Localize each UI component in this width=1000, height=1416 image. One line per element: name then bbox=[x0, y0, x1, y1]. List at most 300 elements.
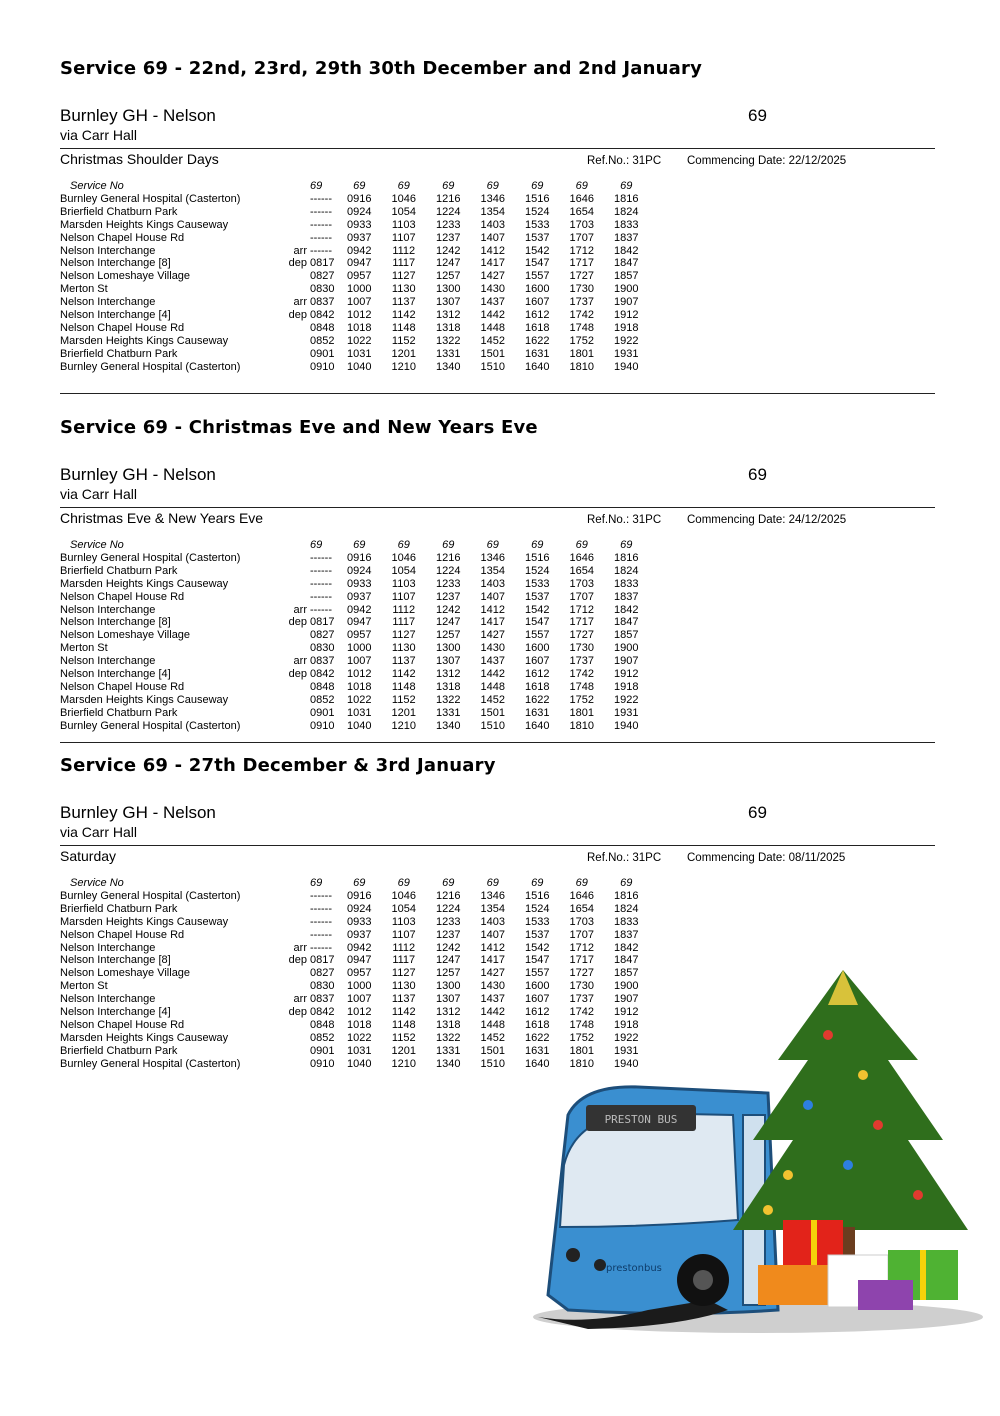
departure-time: 1107 bbox=[391, 928, 416, 941]
departure-time: 0957 bbox=[347, 270, 372, 283]
service-number-cell: 69 bbox=[531, 877, 544, 889]
departure-time: 1833 bbox=[614, 577, 639, 590]
stop-name: Nelson Interchange [4] bbox=[60, 309, 171, 322]
stop-name: Nelson Lomeshaye Village bbox=[60, 967, 191, 980]
departure-time: 1340 bbox=[436, 360, 461, 373]
departure-time: 1127 bbox=[391, 967, 416, 980]
service-number-cell: 69 bbox=[397, 877, 410, 889]
departure-time: 0830 bbox=[310, 283, 335, 296]
arr-dep-marker bbox=[280, 283, 310, 296]
route-title: Burnley GH - Nelson bbox=[60, 803, 216, 822]
departure-time: 0947 bbox=[347, 616, 372, 629]
service-number-cell: 69 bbox=[397, 539, 410, 551]
stop-name: Merton St bbox=[60, 642, 108, 655]
route-number: 69 bbox=[748, 803, 767, 822]
arr-dep-marker: arr bbox=[293, 244, 307, 257]
departure-time: 0848 bbox=[310, 1018, 335, 1031]
departure-time: 1907 bbox=[614, 655, 639, 668]
departure-time: ------ bbox=[310, 551, 332, 564]
service-number-cell: 69 bbox=[620, 180, 633, 192]
departure-time: 0901 bbox=[310, 1044, 335, 1057]
stop-name: Nelson Chapel House Rd bbox=[60, 590, 185, 603]
stop-name: Burnley General Hospital (Casterton) bbox=[60, 1057, 241, 1070]
departure-time: 1816 bbox=[614, 551, 639, 564]
departure-time: 1300 bbox=[436, 283, 461, 296]
departure-time: 0942 bbox=[347, 941, 372, 954]
arr-dep-marker bbox=[280, 552, 310, 565]
departure-time: 1557 bbox=[525, 270, 550, 283]
departure-time: 1847 bbox=[614, 257, 639, 270]
timetable-row bbox=[60, 322, 649, 335]
timetable-row bbox=[60, 916, 649, 929]
stop-name: Nelson Interchange [8] bbox=[60, 257, 171, 270]
departure-time: 1712 bbox=[569, 244, 594, 257]
timetable-row bbox=[60, 361, 649, 374]
departure-time: 1427 bbox=[480, 967, 505, 980]
departure-time: 1152 bbox=[391, 693, 416, 706]
reference-number: Ref.No.: 31PC bbox=[587, 514, 662, 526]
departure-time: ------ bbox=[310, 192, 332, 205]
departure-time: 1900 bbox=[614, 980, 639, 993]
bus-logo: prestonbus bbox=[606, 1263, 662, 1274]
departure-time: 0957 bbox=[347, 629, 372, 642]
service-heading: Service 69 - 22nd, 23rd, 29th 30th December and 2nd January bbox=[60, 58, 703, 79]
departure-time: 1430 bbox=[480, 642, 505, 655]
departure-time: 1737 bbox=[569, 296, 594, 309]
departure-time: 1607 bbox=[525, 993, 550, 1006]
departure-time: ------ bbox=[310, 590, 332, 603]
departure-time: 1742 bbox=[569, 309, 594, 322]
departure-time: 1407 bbox=[480, 928, 505, 941]
service-number-cell: 69 bbox=[486, 180, 499, 192]
departure-time: 1516 bbox=[525, 192, 550, 205]
departure-time: 1618 bbox=[525, 1018, 550, 1031]
timetable-row bbox=[60, 642, 649, 655]
arr-dep-header bbox=[280, 877, 310, 890]
departure-time: 1103 bbox=[391, 915, 416, 928]
departure-time: 1824 bbox=[614, 205, 639, 218]
arr-dep-marker bbox=[280, 1032, 310, 1045]
departure-time: 1117 bbox=[392, 257, 416, 270]
timetable-row bbox=[60, 219, 649, 232]
departure-time: 0901 bbox=[310, 706, 335, 719]
route-via: via Carr Hall bbox=[60, 127, 138, 143]
departure-time: 1857 bbox=[614, 629, 639, 642]
departure-time: 1354 bbox=[480, 902, 505, 915]
departure-time: 0910 bbox=[310, 360, 335, 373]
departure-time: 1600 bbox=[525, 980, 550, 993]
arr-dep-marker: arr bbox=[293, 655, 307, 668]
stop-name: Marsden Heights Kings Causeway bbox=[60, 218, 229, 231]
service-heading: Service 69 - 27th December & 3rd January bbox=[60, 755, 496, 776]
departure-time: 1346 bbox=[480, 551, 505, 564]
departure-time: 1322 bbox=[436, 1031, 461, 1044]
departure-time: 1816 bbox=[614, 889, 639, 902]
departure-time: 1640 bbox=[525, 719, 550, 732]
departure-time: 1437 bbox=[480, 655, 505, 668]
departure-time: 1054 bbox=[391, 902, 416, 915]
departure-time: 1224 bbox=[436, 564, 461, 577]
timetable-row bbox=[60, 335, 649, 348]
arr-dep-marker: arr bbox=[293, 603, 307, 616]
departure-time: 1824 bbox=[614, 902, 639, 915]
departure-time: 1007 bbox=[347, 993, 372, 1006]
departure-time: 1833 bbox=[614, 915, 639, 928]
departure-time: 1717 bbox=[569, 616, 594, 629]
departure-time: 1707 bbox=[569, 928, 594, 941]
departure-time: 1046 bbox=[391, 192, 416, 205]
departure-time: 1857 bbox=[614, 270, 639, 283]
departure-time: 1922 bbox=[614, 334, 639, 347]
departure-time: 1752 bbox=[569, 693, 594, 706]
departure-time: 1000 bbox=[347, 283, 372, 296]
service-number-cell: 69 bbox=[353, 539, 366, 551]
departure-time: 1031 bbox=[347, 347, 372, 360]
departure-time: 1717 bbox=[569, 257, 594, 270]
departure-time: 1931 bbox=[614, 1044, 639, 1057]
service-number-cell: 69 bbox=[620, 539, 633, 551]
departure-time: 1031 bbox=[347, 706, 372, 719]
departure-time: 1210 bbox=[391, 1057, 416, 1070]
departure-time: 1257 bbox=[436, 629, 461, 642]
departure-time: 0933 bbox=[347, 915, 372, 928]
departure-time: 1224 bbox=[436, 205, 461, 218]
departure-time: ------ bbox=[310, 231, 332, 244]
divider-top bbox=[60, 507, 935, 508]
departure-time: 1437 bbox=[480, 296, 505, 309]
arr-dep-marker bbox=[280, 1045, 310, 1058]
departure-time: 1931 bbox=[614, 706, 639, 719]
timetable-row bbox=[60, 616, 649, 629]
stop-name: Burnley General Hospital (Casterton) bbox=[60, 360, 241, 373]
route-via: via Carr Hall bbox=[60, 824, 138, 840]
departure-time: 1801 bbox=[569, 347, 594, 360]
departure-time: 0910 bbox=[310, 1057, 335, 1070]
departure-time: 1542 bbox=[525, 941, 550, 954]
departure-time: 1046 bbox=[391, 889, 416, 902]
departure-time: 1640 bbox=[525, 1057, 550, 1070]
departure-time: 1748 bbox=[569, 321, 594, 334]
day-type: Christmas Shoulder Days bbox=[60, 151, 219, 167]
route-via: via Carr Hall bbox=[60, 486, 138, 502]
arr-dep-marker bbox=[280, 206, 310, 219]
timetable-row bbox=[60, 629, 649, 642]
departure-time: 1407 bbox=[480, 231, 505, 244]
departure-time: 1940 bbox=[614, 719, 639, 732]
departure-time: 1907 bbox=[614, 296, 639, 309]
departure-time: 1742 bbox=[569, 668, 594, 681]
timetable-row bbox=[60, 942, 649, 955]
arr-dep-marker: arr bbox=[293, 296, 307, 309]
departure-time: ------ bbox=[310, 902, 332, 915]
stop-name: Marsden Heights Kings Causeway bbox=[60, 1031, 229, 1044]
departure-time: 1918 bbox=[614, 680, 639, 693]
departure-time: 0817 bbox=[310, 954, 335, 967]
service-number-cell: 69 bbox=[486, 539, 499, 551]
departure-time: 1417 bbox=[480, 616, 505, 629]
timetable-header-row bbox=[60, 877, 649, 890]
departure-time: 1717 bbox=[569, 954, 594, 967]
departure-time: 0937 bbox=[347, 590, 372, 603]
departure-time: 1307 bbox=[436, 655, 461, 668]
departure-time: 1242 bbox=[436, 244, 461, 257]
departure-time: 0924 bbox=[347, 902, 372, 915]
service-number-cell: 69 bbox=[531, 180, 544, 192]
departure-time: 1533 bbox=[525, 577, 550, 590]
departure-time: 1148 bbox=[391, 680, 416, 693]
service-number-cell: 69 bbox=[310, 877, 323, 889]
departure-time: 1430 bbox=[480, 283, 505, 296]
timetable-row bbox=[60, 296, 649, 309]
timetable-row bbox=[60, 604, 649, 617]
timetable-row bbox=[60, 707, 649, 720]
departure-time: 1127 bbox=[391, 629, 416, 642]
arr-dep-marker bbox=[280, 929, 310, 942]
departure-time: 1340 bbox=[436, 719, 461, 732]
departure-time: 1442 bbox=[480, 668, 505, 681]
departure-time: 1318 bbox=[436, 680, 461, 693]
departure-time: 1018 bbox=[347, 680, 372, 693]
service-number-cell: 69 bbox=[575, 877, 588, 889]
departure-time: 1516 bbox=[525, 889, 550, 902]
timetable-row bbox=[60, 929, 649, 942]
departure-time: 1031 bbox=[347, 1044, 372, 1057]
stop-name: Burnley General Hospital (Casterton) bbox=[60, 551, 241, 564]
service-number-cell: 69 bbox=[397, 180, 410, 192]
departure-time: 0947 bbox=[347, 257, 372, 270]
departure-time: 1931 bbox=[614, 347, 639, 360]
departure-time: 1307 bbox=[436, 296, 461, 309]
departure-time: 0937 bbox=[347, 231, 372, 244]
departure-time: 1640 bbox=[525, 360, 550, 373]
departure-time: 1346 bbox=[480, 192, 505, 205]
arr-dep-marker bbox=[280, 232, 310, 245]
arr-dep-marker bbox=[280, 967, 310, 980]
departure-time: 1312 bbox=[436, 1006, 461, 1019]
timetable-row bbox=[60, 245, 649, 258]
departure-time: 1000 bbox=[347, 642, 372, 655]
route-number: 69 bbox=[748, 465, 767, 484]
departure-time: 1842 bbox=[614, 603, 639, 616]
departure-time: 1703 bbox=[569, 577, 594, 590]
timetable-row bbox=[60, 270, 649, 283]
timetable-row bbox=[60, 591, 649, 604]
departure-time: 1712 bbox=[569, 603, 594, 616]
departure-time: 0830 bbox=[310, 642, 335, 655]
arr-dep-marker bbox=[280, 193, 310, 206]
departure-time: 1900 bbox=[614, 642, 639, 655]
reference-number: Ref.No.: 31PC bbox=[587, 155, 662, 167]
departure-time: 1237 bbox=[436, 590, 461, 603]
departure-time: 1103 bbox=[391, 218, 416, 231]
departure-time: 1857 bbox=[614, 967, 639, 980]
departure-time: 1018 bbox=[347, 1018, 372, 1031]
departure-time: 1654 bbox=[569, 564, 594, 577]
timetable-row bbox=[60, 668, 649, 681]
departure-time: 1703 bbox=[569, 218, 594, 231]
departure-time: ------ bbox=[310, 603, 332, 616]
departure-time: 0817 bbox=[310, 257, 335, 270]
departure-time: 1654 bbox=[569, 902, 594, 915]
departure-time: 0852 bbox=[310, 1031, 335, 1044]
arr-dep-marker bbox=[280, 694, 310, 707]
timetable-row bbox=[60, 348, 649, 361]
departure-time: ------ bbox=[310, 577, 332, 590]
departure-time: 1012 bbox=[347, 1006, 372, 1019]
departure-time: 1331 bbox=[436, 347, 461, 360]
departure-time: 1547 bbox=[525, 257, 550, 270]
departure-time: 1922 bbox=[614, 1031, 639, 1044]
departure-time: 1600 bbox=[525, 642, 550, 655]
departure-time: 1040 bbox=[347, 1057, 372, 1070]
departure-time: 1054 bbox=[391, 564, 416, 577]
stop-name: Nelson Interchange [4] bbox=[60, 668, 171, 681]
departure-time: 1810 bbox=[569, 1057, 594, 1070]
arr-dep-marker: arr bbox=[293, 941, 307, 954]
departure-time: 1631 bbox=[525, 1044, 550, 1057]
arr-dep-marker: dep bbox=[288, 257, 307, 270]
departure-time: 1012 bbox=[347, 309, 372, 322]
commencing-date: Commencing Date: 24/12/2025 bbox=[687, 514, 847, 526]
route-number: 69 bbox=[748, 106, 767, 125]
timetable-row bbox=[60, 903, 649, 916]
departure-time: 1737 bbox=[569, 993, 594, 1006]
commencing-date: Commencing Date: 22/12/2025 bbox=[687, 155, 847, 167]
departure-time: 1300 bbox=[436, 980, 461, 993]
departure-time: 1412 bbox=[480, 941, 505, 954]
service-number-cell: 69 bbox=[310, 180, 323, 192]
timetable-row bbox=[60, 565, 649, 578]
arr-dep-marker bbox=[280, 720, 310, 733]
timetable-row bbox=[60, 283, 649, 296]
service-number-cell: 69 bbox=[531, 539, 544, 551]
departure-time: 1847 bbox=[614, 616, 639, 629]
departure-time: 1730 bbox=[569, 980, 594, 993]
departure-time: 1824 bbox=[614, 564, 639, 577]
departure-time: 1142 bbox=[391, 1006, 416, 1019]
departure-time: 1346 bbox=[480, 889, 505, 902]
departure-time: 1837 bbox=[614, 928, 639, 941]
departure-time: ------ bbox=[310, 244, 332, 257]
departure-time: 0901 bbox=[310, 347, 335, 360]
departure-time: 1148 bbox=[391, 1018, 416, 1031]
departure-time: 1510 bbox=[480, 1057, 505, 1070]
departure-time: 1127 bbox=[391, 270, 416, 283]
arr-dep-marker bbox=[280, 591, 310, 604]
timetable-row bbox=[60, 206, 649, 219]
divider-top bbox=[60, 845, 935, 846]
departure-time: 1810 bbox=[569, 360, 594, 373]
stop-name: Marsden Heights Kings Causeway bbox=[60, 693, 229, 706]
departure-time: 1137 bbox=[391, 655, 416, 668]
arr-dep-marker bbox=[280, 980, 310, 993]
departure-time: 1331 bbox=[436, 1044, 461, 1057]
timetable-row bbox=[60, 720, 649, 733]
bus-icon bbox=[538, 1087, 778, 1329]
departure-time: 1631 bbox=[525, 706, 550, 719]
departure-time: 1646 bbox=[569, 551, 594, 564]
departure-time: 1501 bbox=[480, 347, 505, 360]
departure-time: 1542 bbox=[525, 603, 550, 616]
departure-time: 1300 bbox=[436, 642, 461, 655]
departure-time: 1448 bbox=[480, 1018, 505, 1031]
stop-name: Nelson Lomeshaye Village bbox=[60, 270, 191, 283]
departure-time: 0827 bbox=[310, 270, 335, 283]
departure-time: 1403 bbox=[480, 218, 505, 231]
departure-time: 1407 bbox=[480, 590, 505, 603]
departure-time: 1022 bbox=[347, 334, 372, 347]
stop-name: Nelson Interchange bbox=[60, 296, 156, 309]
stop-name: Burnley General Hospital (Casterton) bbox=[60, 719, 241, 732]
timetable-row bbox=[60, 193, 649, 206]
departure-time: 1233 bbox=[436, 577, 461, 590]
departure-time: 1737 bbox=[569, 655, 594, 668]
departure-time: 0848 bbox=[310, 321, 335, 334]
departure-time: 1322 bbox=[436, 334, 461, 347]
departure-time: 0817 bbox=[310, 616, 335, 629]
arr-dep-marker bbox=[280, 348, 310, 361]
stop-name: Nelson Chapel House Rd bbox=[60, 231, 185, 244]
departure-time: 1427 bbox=[480, 270, 505, 283]
departure-time: 0924 bbox=[347, 205, 372, 218]
departure-time: 1152 bbox=[391, 334, 416, 347]
arr-dep-marker bbox=[280, 916, 310, 929]
departure-time: 1224 bbox=[436, 902, 461, 915]
departure-time: 0947 bbox=[347, 954, 372, 967]
departure-time: 1403 bbox=[480, 915, 505, 928]
departure-time: 0942 bbox=[347, 603, 372, 616]
departure-time: 0842 bbox=[310, 309, 335, 322]
timetable-row bbox=[60, 694, 649, 707]
departure-time: 1801 bbox=[569, 706, 594, 719]
departure-time: 1622 bbox=[525, 334, 550, 347]
departure-time: 1501 bbox=[480, 706, 505, 719]
departure-time: 1012 bbox=[347, 668, 372, 681]
stop-name: Marsden Heights Kings Causeway bbox=[60, 915, 229, 928]
service-number-cell: 69 bbox=[353, 180, 366, 192]
stop-name: Brierfield Chatburn Park bbox=[60, 1044, 178, 1057]
departure-time: 1233 bbox=[436, 218, 461, 231]
departure-time: 1233 bbox=[436, 915, 461, 928]
timetable-row bbox=[60, 257, 649, 270]
departure-time: 1707 bbox=[569, 590, 594, 603]
departure-time: 1537 bbox=[525, 590, 550, 603]
departure-time: 1730 bbox=[569, 283, 594, 296]
departure-time: 1940 bbox=[614, 1057, 639, 1070]
departure-time: 1112 bbox=[392, 941, 416, 954]
departure-time: 1312 bbox=[436, 309, 461, 322]
departure-time: 1354 bbox=[480, 205, 505, 218]
departure-time: 1922 bbox=[614, 693, 639, 706]
departure-time: 1148 bbox=[391, 321, 416, 334]
timetable-row bbox=[60, 578, 649, 591]
departure-time: 1607 bbox=[525, 655, 550, 668]
departure-time: 1557 bbox=[525, 967, 550, 980]
timetable-header-row bbox=[60, 180, 649, 193]
departure-time: 1112 bbox=[392, 244, 416, 257]
departure-time: 1152 bbox=[391, 1031, 416, 1044]
departure-time: 1622 bbox=[525, 693, 550, 706]
departure-time: 1354 bbox=[480, 564, 505, 577]
arr-dep-marker bbox=[280, 681, 310, 694]
departure-time: 1557 bbox=[525, 629, 550, 642]
departure-time: 1748 bbox=[569, 1018, 594, 1031]
timetable-row bbox=[60, 232, 649, 245]
departure-time: 1537 bbox=[525, 231, 550, 244]
timetable bbox=[60, 180, 649, 374]
departure-time: ------ bbox=[310, 218, 332, 231]
stop-name: Nelson Chapel House Rd bbox=[60, 321, 185, 334]
